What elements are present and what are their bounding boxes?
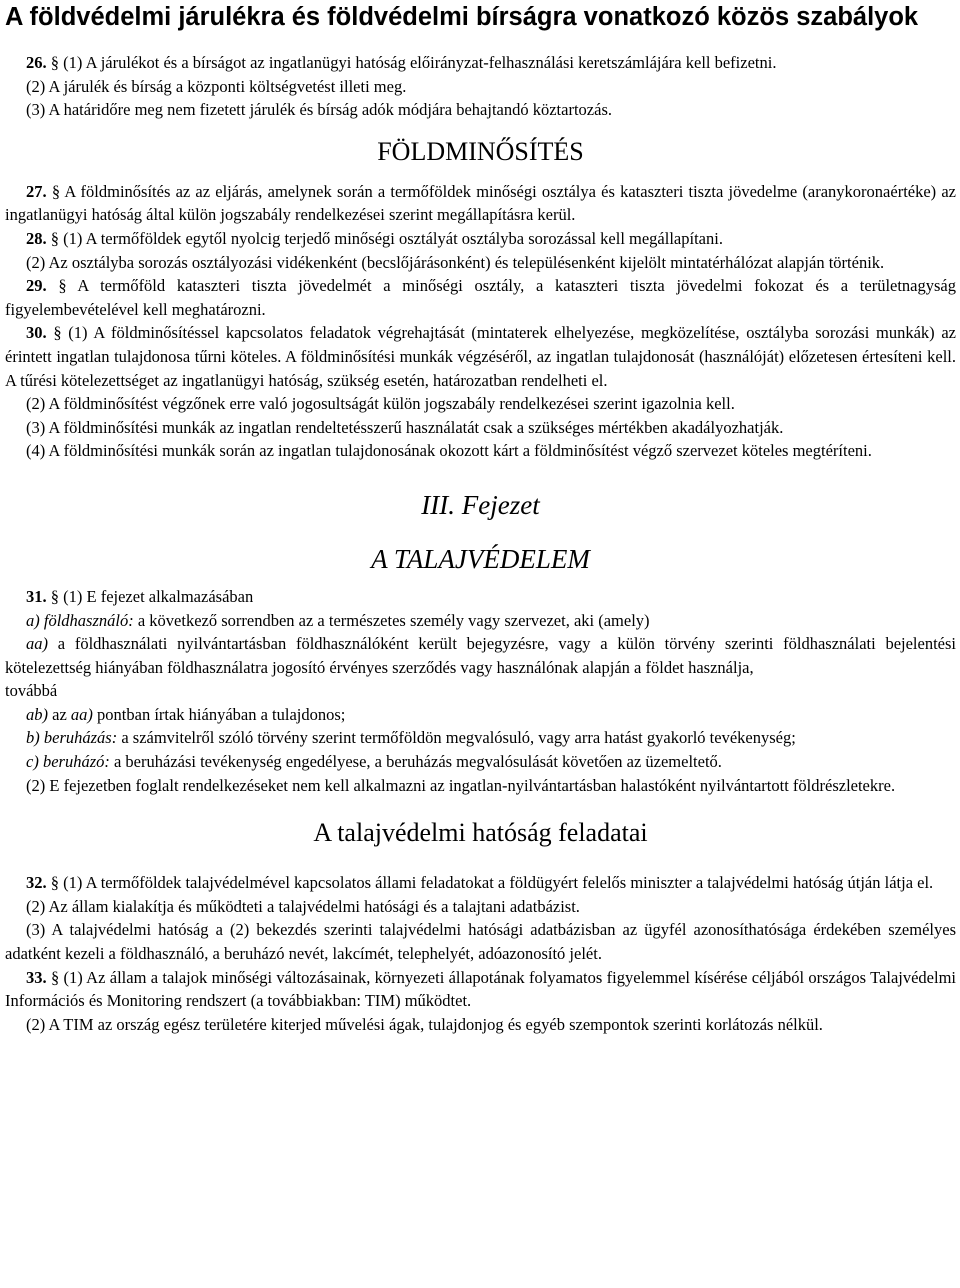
- definition-aa: [5, 632, 956, 679]
- subheading: A talajvédelmi hatóság feladatai: [313, 818, 648, 848]
- definition-text-mid: az: [48, 704, 71, 724]
- section-30-para-3: (3) A földminősítési munkák az ingatlan rendeltetésszerű használatát csak a szükséges mértékben akadályozhatják.: [26, 417, 784, 437]
- section-30-para-1: [5, 321, 956, 392]
- definition-ref: aa): [70, 704, 93, 724]
- section-title: A földvédelmi járulékra és földvédelmi bírságra vonatkozó közös szabályok: [5, 3, 919, 31]
- definition-term: c) beruházó:: [26, 752, 110, 772]
- definition-term: a) földhasználó:: [26, 610, 134, 630]
- section-26: [5, 51, 956, 122]
- foldminosites-heading: FÖLDMINŐSÍTÉS: [377, 136, 584, 166]
- section-28-para-1: [5, 227, 956, 251]
- section-number: 33.: [26, 967, 47, 987]
- section-28-text-1: (1) A termőföldek egytől nyolcig terjedő minőségi osztályát osztályba sorozással kell megállapítani.: [63, 228, 723, 248]
- section-number: 28.: [26, 228, 47, 248]
- section-30-para-2: (2) A földminősítést végzőnek erre való jogosultságát külön jogszabály rendelkezései szerint igazolnia kell.: [26, 394, 735, 414]
- definition-c: [5, 750, 956, 774]
- chapter-title: A TALAJVÉDELEM: [371, 543, 590, 574]
- section-26-para-3: (3) A határidőre meg nem fizetett járulék és bírság adók módjára behajtandó köztartozás.: [26, 100, 612, 120]
- section-32-para-1: [5, 871, 956, 895]
- section-33-text-1: (1) Az állam a talajok minőségi változásainak, környezeti állapotának folyamatos figyelemmel kísérése céljából országos Talajvédelmi Információs és Monitoring rendszert (a továbbiakban: TIM) működtet.: [5, 967, 956, 1011]
- definition-term: b) beruházás:: [26, 728, 118, 748]
- section-33-para-1: [5, 966, 956, 1013]
- section-26-para-1: [5, 51, 956, 75]
- section-sign: §: [58, 276, 67, 296]
- section-sign: §: [51, 181, 61, 201]
- section-32-para-3: (3) A talajvédelmi hatóság a (2) bekezdés szerinti talajvédelmi hatósági adatbázisban az ügyfél azonosíthatósága érdekében személyes adatként kezeli a földhasználó, a beruházó nevét, lakcímét, telephelyét, adóazonosító jelét.: [5, 920, 956, 964]
- chapter-label: III. Fejezet: [421, 489, 540, 520]
- section-sign: §: [50, 228, 59, 248]
- section-sign: §: [50, 586, 59, 606]
- definition-a: [5, 609, 956, 633]
- section-33-para-2: (2) A TIM az ország egész területére kiterjed művelési ágak, tulajdonjog és egyéb szempontok szerinti korlátozás nélkül.: [26, 1014, 823, 1034]
- definition-text: a földhasználati nyilvántartásban földhasználóként került bejegyzésre, vagy a külön törvény szerinti földhasználati bejelentési kötelezettség hiányában földhasználatra jogosító érvényes szerződés vagy használónak alapján a földet használja,: [5, 634, 956, 677]
- definition-term: aa): [26, 634, 48, 654]
- section-31-text-1: (1) E fejezet alkalmazásában: [63, 586, 254, 606]
- section-sign: §: [53, 323, 62, 343]
- section-number: 32.: [26, 873, 47, 893]
- section-28-para-2: (2) Az osztályba sorozás osztályozási vidékenként (becslőjárásonként) és településenként kijelölt mintatérhálózat alapján történik.: [26, 252, 885, 272]
- definition-b: [5, 726, 956, 750]
- section-26-para-2: (2) A járulék és bírság a központi költségvetést illeti meg.: [26, 76, 407, 96]
- definition-text: a számvitelről szóló törvény szerint termőföldön megvalósuló, vagy arra hatást gyakorló tevékenység;: [117, 728, 796, 748]
- section-number: 31.: [26, 586, 47, 606]
- section-27: [5, 180, 956, 227]
- section-29-text: A termőföld kataszteri tiszta jövedelmét a minőségi osztály, a kataszteri tiszta jövedelmi fokozat és a területnagyság figyelembevételével kell meghatározni.: [5, 276, 956, 319]
- definition-text: pontban írtak hiányában a tulajdonos;: [92, 704, 346, 724]
- section-sign: §: [50, 53, 59, 72]
- definition-term: ab): [26, 704, 48, 724]
- tovabba-line: továbbá: [5, 681, 58, 701]
- definition-text: a beruházási tevékenység engedélyese, a beruházás megvalósulását követően az üzemeltető.: [109, 752, 722, 772]
- section-32-text-1: (1) A termőföldek talajvédelmével kapcsolatos állami feladatokat a földügyért felelős miniszter a talajvédelmi hatóság útján látja el.: [63, 873, 934, 893]
- section-30-text-1: (1) A földminősítéssel kapcsolatos feladatok végrehajtását (mintaterek elhelyezése, megközelítése, osztályba sorozási munkák) az érintett ingatlan tulajdonosa tűrni köteles. A földminősítési munkák végzéséről, az ingatlan tulajdonosát (használóját) előzetesen értesíteni kell. A tűrési kötelezettséget az ingatlanügyi hatóság, szükség esetén, határozatban rendelheti el.: [5, 323, 956, 390]
- section-30-para-4: (4) A földminősítési munkák során az ingatlan tulajdonosának okozott kárt a földminősítést végző szervezet köteles megtéríteni.: [26, 441, 872, 461]
- definition-ab: [5, 703, 956, 727]
- section-31-para-1: [5, 585, 956, 609]
- section-number: 27.: [26, 181, 47, 201]
- section-sign: §: [50, 873, 59, 893]
- section-31-para-2: (2) E fejezetben foglalt rendelkezéseket nem kell alkalmazni az ingatlan-nyilvántartásban halastóként nyilvántartott földrészletekre.: [26, 775, 896, 795]
- section-number: 26.: [26, 53, 47, 72]
- section-sign: §: [50, 967, 60, 987]
- section-27-text: A földminősítés az az eljárás, amelynek során a termőföldek minőségi osztálya és kataszteri tiszta jövedelme (aranykoronaértéke) az ingatlanügyi hatóság által külön jogszabály rendelkezései szerint megállapításra kerül.: [5, 181, 957, 225]
- section-29: [5, 274, 956, 321]
- section-number: 30.: [26, 323, 47, 343]
- definition-text: a következő sorrendben az a természetes személy vagy szervezet, aki (amely): [133, 610, 650, 630]
- section-32-para-2: (2) Az állam kialakítja és működteti a talajvédelmi hatósági és a talajtani adatbázist.: [26, 896, 580, 916]
- section-number: 29.: [26, 276, 47, 296]
- section-26-text-1: (1) A járulékot és a bírságot az ingatlanügyi hatóság előirányzat-felhasználási keretszámlájára kell befizetni.: [63, 53, 777, 72]
